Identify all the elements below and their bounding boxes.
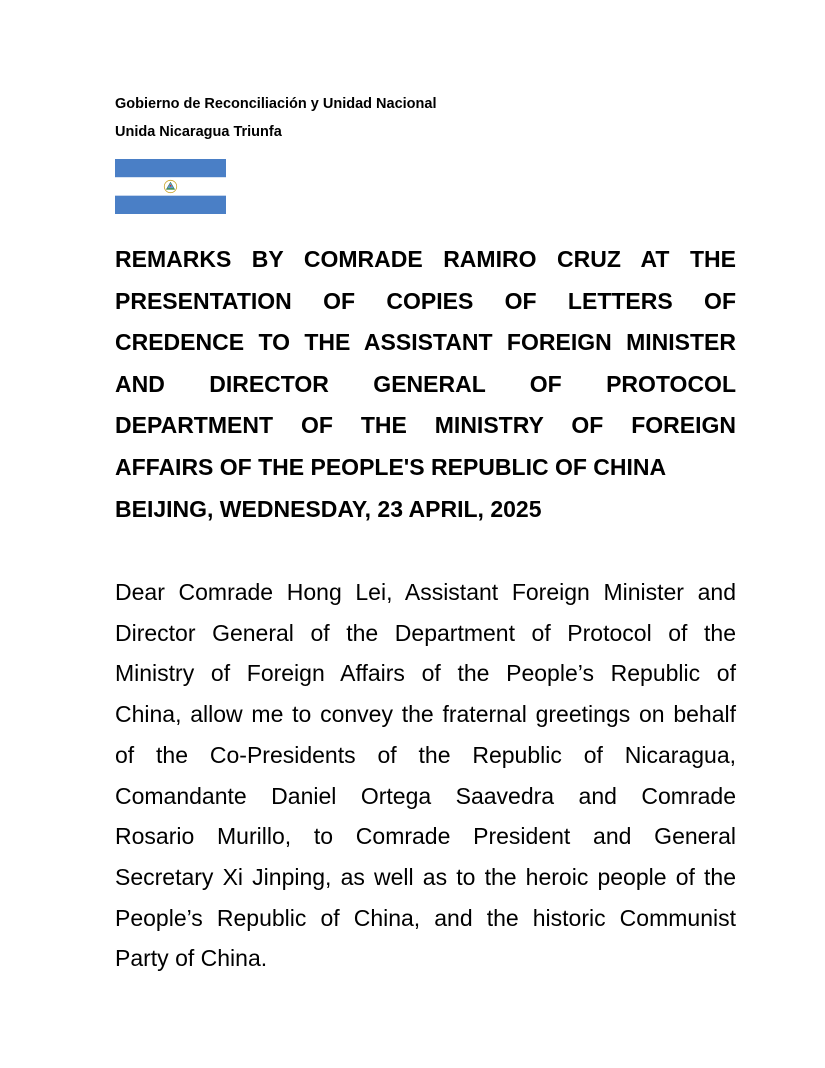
title-line: AFFAIRS OF THE PEOPLE'S REPUBLIC OF CHINA (115, 453, 667, 480)
body-line: Dear Comrade Hong Lei, Assistant Foreign Minister and (115, 579, 736, 605)
body-paragraph (115, 572, 736, 979)
body-line: Secretary Xi Jinping, as well as to the heroic people of the (115, 863, 736, 890)
body-line: Director General of the Department of Protocol of the (115, 619, 736, 646)
title-line: CREDENCE TO THE ASSISTANT FOREIGN MINISTER (115, 329, 736, 356)
title-line: AND DIRECTOR GENERAL OF PROTOCOL (115, 370, 736, 397)
government-slogan: Unida Nicaragua Triunfa (115, 124, 282, 140)
document-title (115, 239, 736, 530)
body-line: China, allow me to convey the fraternal greetings on behalf (115, 701, 736, 728)
body-line: Comandante Daniel Ortega Saavedra and Comrade (115, 782, 736, 809)
title-line: REMARKS BY COMRADE RAMIRO CRUZ AT THE (115, 246, 736, 272)
title-line: DEPARTMENT OF THE MINISTRY OF FOREIGN (115, 412, 736, 439)
title-date-line: BEIJING, WEDNESDAY, 23 APRIL, 2025 (115, 495, 542, 522)
body-line: Rosario Murillo, to Comrade President and General (115, 823, 736, 850)
body-line: Party of China. (115, 945, 268, 972)
government-name: Gobierno de Reconciliación y Unidad Nacional (115, 96, 437, 112)
title-line: PRESENTATION OF COPIES OF LETTERS OF (115, 287, 736, 314)
body-line: Ministry of Foreign Affairs of the People’s Republic of (115, 660, 736, 687)
body-line: of the Co-Presidents of the Republic of Nicaragua, (115, 741, 736, 768)
nicaragua-flag-icon (115, 159, 226, 214)
body-line: People’s Republic of China, and the historic Communist (115, 904, 736, 931)
